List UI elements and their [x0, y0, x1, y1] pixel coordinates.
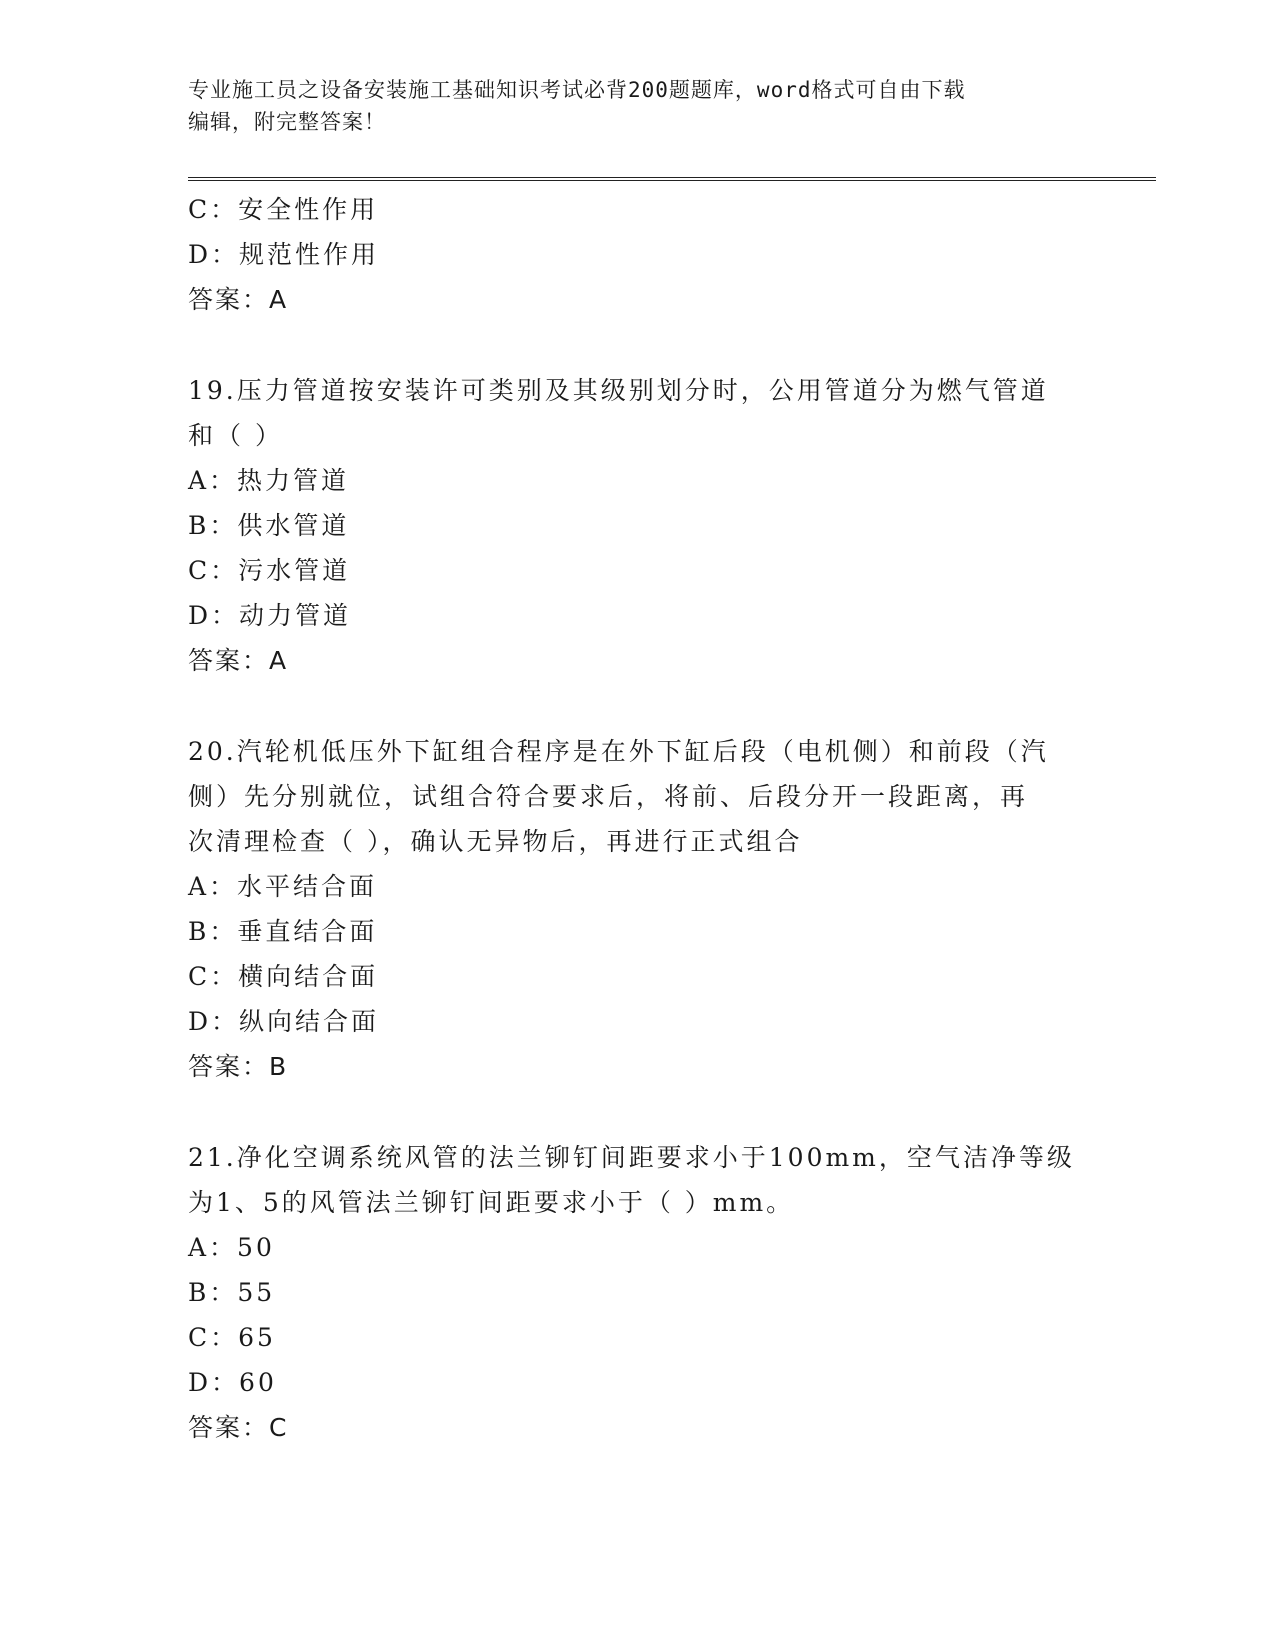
question-19: [188, 368, 1088, 683]
option-c: C：安全性作用: [188, 195, 379, 224]
question-text: 次清理检查（ ），确认无异物后，再进行正式组合: [188, 827, 803, 856]
option-d: D：规范性作用: [188, 240, 380, 269]
option-c: C：65: [188, 1323, 276, 1352]
answer-line: 答案：A: [188, 646, 289, 675]
option-b: B：垂直结合面: [188, 917, 378, 946]
answer-line: 答案：A: [188, 285, 289, 314]
answer-line: 答案：B: [188, 1052, 289, 1081]
option-c: C：污水管道: [188, 556, 351, 585]
option-c: C：横向结合面: [188, 962, 379, 991]
option-b: B：55: [188, 1278, 276, 1307]
question-21: [188, 1135, 1088, 1450]
question-text: 19.压力管道按安装许可类别及其级别划分时，公用管道分为燃气管道: [188, 376, 1049, 405]
answer-line: 答案：C: [188, 1413, 289, 1442]
question-text: 21.净化空调系统风管的法兰铆钉间距要求小于100mm，空气洁净等级: [188, 1143, 1075, 1172]
option-a: A：50: [188, 1233, 275, 1262]
question-text: 20.汽轮机低压外下缸组合程序是在外下缸后段（电机侧）和前段（汽: [188, 737, 1049, 766]
previous-question-tail: [188, 187, 1088, 322]
option-d: D：60: [188, 1368, 277, 1397]
question-text: 和（ ）: [188, 421, 283, 450]
header-divider: [188, 177, 1156, 181]
question-text: 侧）先分别就位，试组合符合要求后，将前、后段分开一段距离，再: [188, 782, 1029, 811]
question-20: [188, 729, 1088, 1089]
document-header: [188, 74, 1088, 138]
question-list: [188, 187, 1088, 1450]
header-line-1: 专业施工员之设备安装施工基础知识考试必背200题题库，word格式可自由下载: [188, 78, 966, 102]
header-line-2: 编辑，附完整答案！: [188, 110, 386, 134]
option-a: A：水平结合面: [188, 872, 378, 901]
option-d: D：纵向结合面: [188, 1007, 380, 1036]
option-a: A：热力管道: [188, 466, 350, 495]
option-d: D：动力管道: [188, 601, 352, 630]
option-b: B：供水管道: [188, 511, 350, 540]
question-text: 为1、5的风管法兰铆钉间距要求小于（ ）mm。: [188, 1188, 795, 1217]
